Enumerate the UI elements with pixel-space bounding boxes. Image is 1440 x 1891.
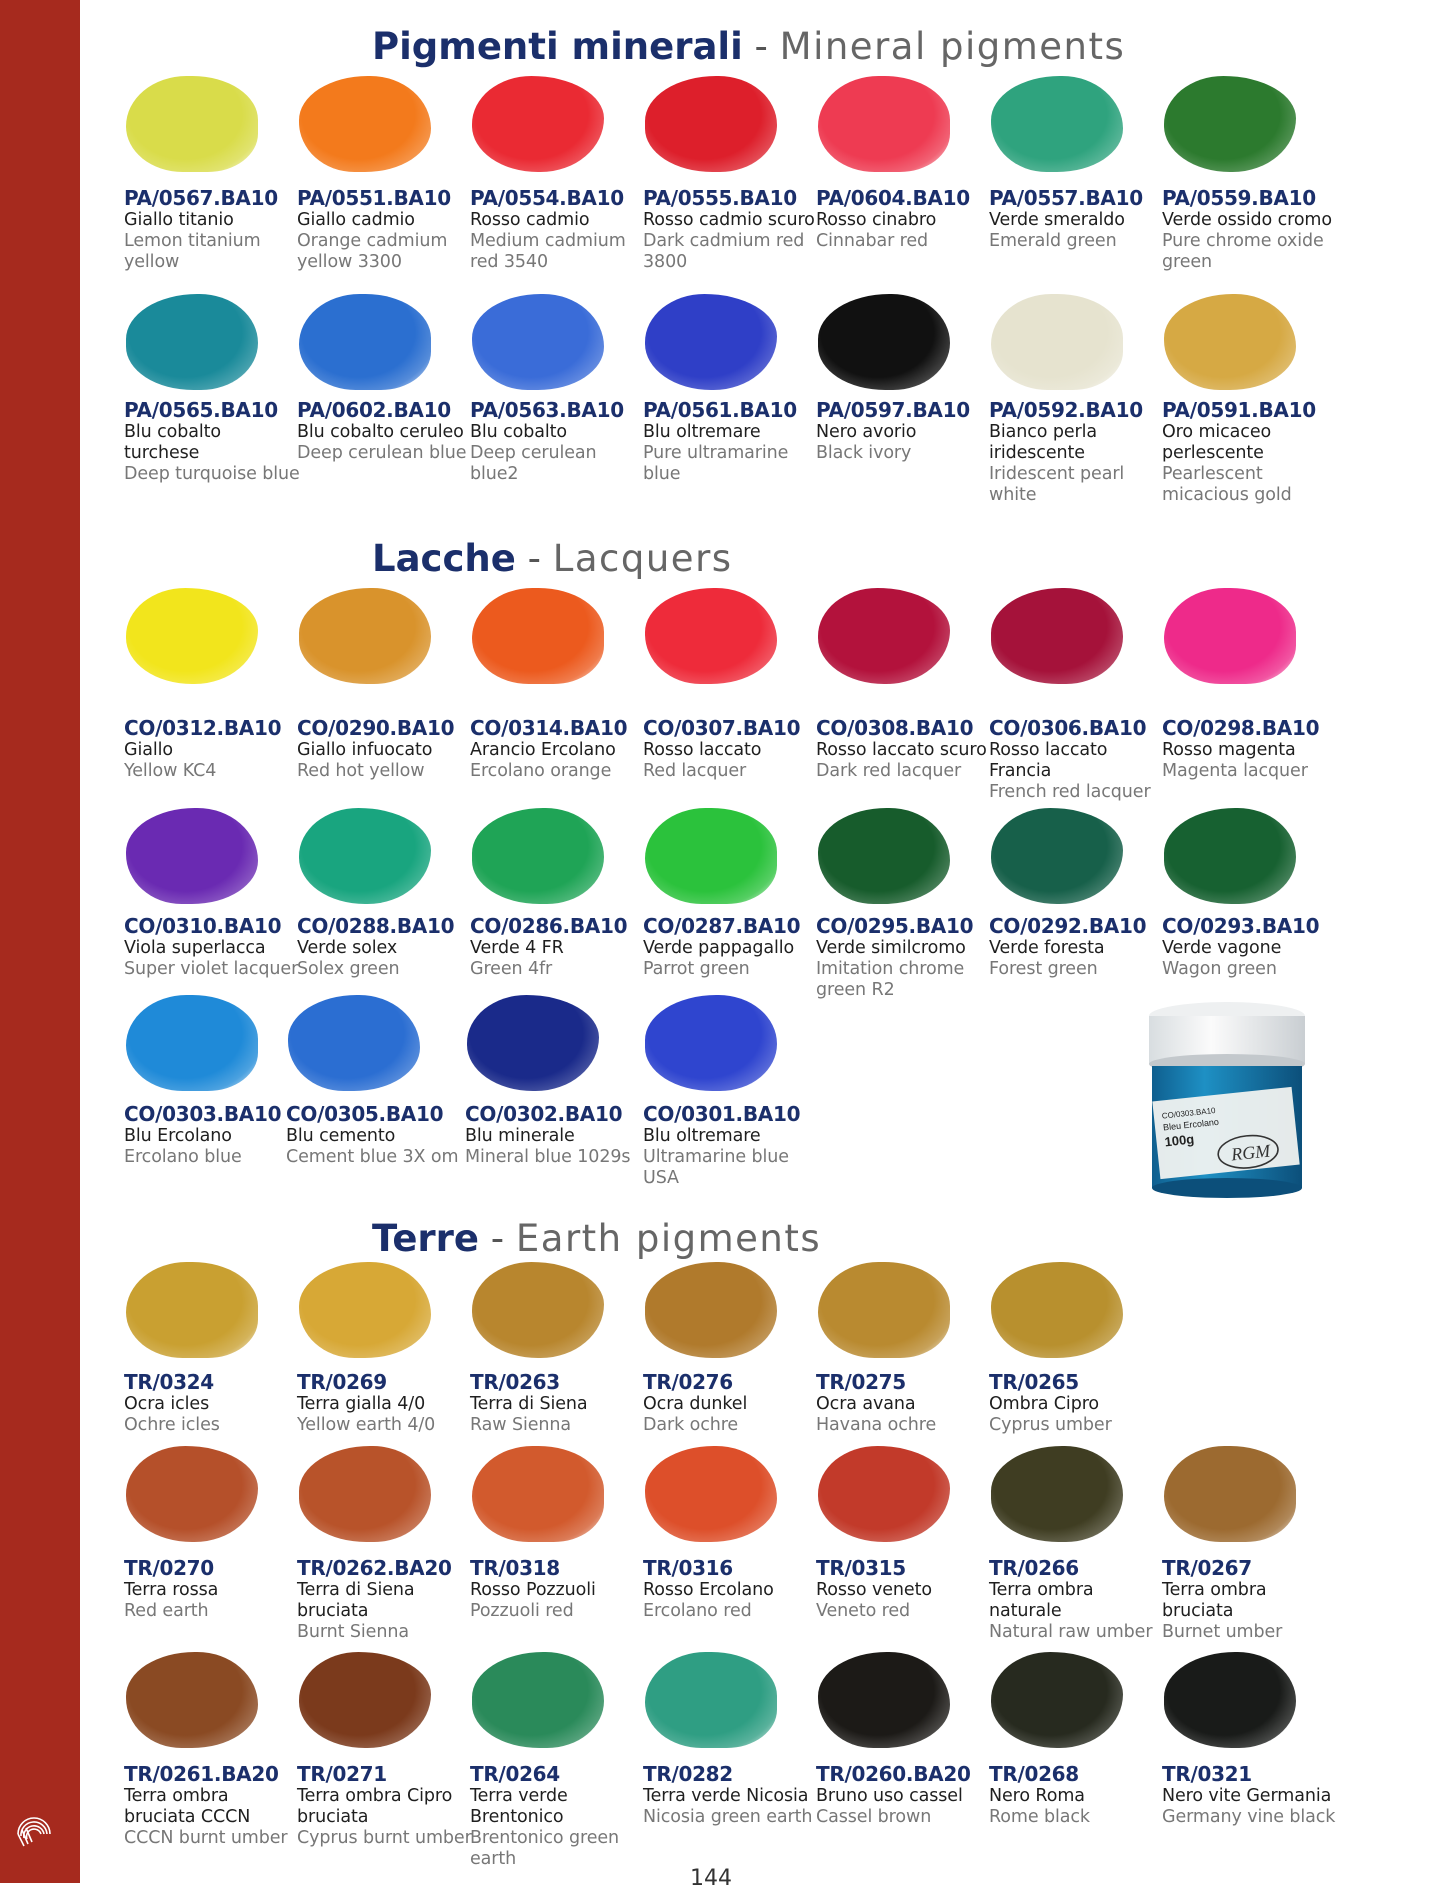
pigment-swatch <box>645 1446 777 1542</box>
product-names <box>816 422 992 464</box>
pigment-swatch <box>299 1652 431 1748</box>
product-names <box>989 1786 1165 1828</box>
italian-name: Blu oltremare <box>643 1126 761 1146</box>
product-names <box>465 1126 641 1168</box>
pigment-swatch <box>818 1652 950 1748</box>
product-code: PA/0597.BA10 <box>816 398 970 422</box>
italian-name: Bianco perla iridescente <box>989 422 1098 463</box>
english-name: Rome black <box>989 1807 1090 1827</box>
product-code: TR/0265 <box>989 1370 1079 1394</box>
product-code: CO/0293.BA10 <box>1162 914 1320 938</box>
product-names <box>124 210 300 273</box>
italian-name: Rosso Ercolano <box>643 1580 774 1600</box>
product-names <box>297 740 473 782</box>
english-name: Emerald green <box>989 231 1117 251</box>
product-code: PA/0554.BA10 <box>470 186 624 210</box>
product-names <box>297 1580 473 1643</box>
italian-name: Ocra icles <box>124 1394 210 1414</box>
pigment-swatch <box>818 1262 950 1358</box>
italian-name: Arancio Ercolano <box>470 740 616 760</box>
pigment-swatch <box>645 1262 777 1358</box>
pigment-jar-image <box>1142 994 1312 1204</box>
english-name: Ercolano blue <box>124 1147 242 1167</box>
italian-name: Terra verde Brentonico <box>470 1786 568 1827</box>
product-names <box>816 1580 992 1622</box>
italian-name: Terra di Siena bruciata <box>297 1580 415 1621</box>
product-code: CO/0312.BA10 <box>124 716 282 740</box>
italian-name: Rosso Pozzuoli <box>470 1580 596 1600</box>
product-code: PA/0555.BA10 <box>643 186 797 210</box>
product-code: PA/0559.BA10 <box>1162 186 1316 210</box>
product-names <box>297 1394 473 1436</box>
product-names <box>470 1580 646 1622</box>
product-code: TR/0269 <box>297 1370 387 1394</box>
product-names <box>124 422 300 485</box>
pigment-swatch <box>818 808 950 904</box>
italian-name: Terra ombra bruciata <box>1162 1580 1267 1621</box>
product-names <box>643 1786 819 1828</box>
product-code: PA/0604.BA10 <box>816 186 970 210</box>
product-code: TR/0266 <box>989 1556 1079 1580</box>
pigment-swatch <box>991 1262 1123 1358</box>
product-names <box>297 938 473 980</box>
product-names <box>297 1786 473 1849</box>
italian-name: Bruno uso cassel <box>816 1786 963 1806</box>
italian-name: Blu cobalto ceruleo <box>297 422 464 442</box>
product-code: CO/0287.BA10 <box>643 914 801 938</box>
product-names <box>989 1580 1165 1643</box>
product-names <box>470 938 646 980</box>
italian-name: Rosso cadmio <box>470 210 590 230</box>
product-code: PA/0591.BA10 <box>1162 398 1316 422</box>
product-names <box>816 210 992 252</box>
product-names <box>989 210 1165 252</box>
english-name: Ochre icles <box>124 1415 220 1435</box>
english-name: Pearlescent micacious gold <box>1162 464 1292 505</box>
product-code: CO/0308.BA10 <box>816 716 974 740</box>
english-name: Lemon titanium yellow <box>124 231 261 272</box>
english-name: Pozzuoli red <box>470 1601 574 1621</box>
product-code: CO/0314.BA10 <box>470 716 628 740</box>
product-names <box>1162 210 1338 273</box>
english-name: Cinnabar red <box>816 231 929 251</box>
english-name: Black ivory <box>816 443 912 463</box>
italian-name: Verde similcromo <box>816 938 966 958</box>
english-name: Ultramarine blue USA <box>643 1147 789 1188</box>
english-name: Yellow earth 4/0 <box>297 1415 436 1435</box>
product-code: CO/0306.BA10 <box>989 716 1147 740</box>
pigment-swatch <box>126 995 258 1091</box>
product-names <box>470 210 646 273</box>
italian-name: Giallo <box>124 740 173 760</box>
italian-name: Giallo cadmio <box>297 210 415 230</box>
pigment-swatch <box>288 995 420 1091</box>
italian-name: Verde foresta <box>989 938 1105 958</box>
english-name: Burnt Sienna <box>297 1622 409 1642</box>
product-names <box>643 938 819 980</box>
jar-label-weight: 100g <box>1163 1131 1195 1150</box>
italian-name: Ocra avana <box>816 1394 916 1414</box>
italian-name: Giallo titanio <box>124 210 234 230</box>
english-name: CCCN burnt umber <box>124 1828 288 1848</box>
section-title-minerals: Pigmenti minerali - Mineral pigments <box>372 25 1126 68</box>
italian-name: Terra verde Nicosia <box>643 1786 809 1806</box>
product-names <box>816 1394 992 1436</box>
italian-name: Blu cobalto turchese <box>124 422 222 463</box>
english-name: Dark red lacquer <box>816 761 962 781</box>
product-names <box>816 740 992 782</box>
pigment-swatch <box>645 995 777 1091</box>
italian-name: Ombra Cipro <box>989 1394 1100 1414</box>
english-name: Cement blue 3X om <box>286 1147 459 1167</box>
product-code: TR/0276 <box>643 1370 733 1394</box>
pigment-swatch <box>1164 1446 1296 1542</box>
product-code: CO/0302.BA10 <box>465 1102 623 1126</box>
pigment-swatch <box>818 1446 950 1542</box>
product-names <box>816 1786 992 1828</box>
english-name: Solex green <box>297 959 400 979</box>
product-names <box>470 1394 646 1436</box>
product-names <box>1162 422 1338 506</box>
english-name: Imitation chrome green R2 <box>816 959 965 1000</box>
english-name: Ercolano orange <box>470 761 612 781</box>
italian-name: Blu minerale <box>465 1126 575 1146</box>
product-code: CO/0295.BA10 <box>816 914 974 938</box>
italian-name: Nero vite Germania <box>1162 1786 1332 1806</box>
pigment-swatch <box>645 808 777 904</box>
product-code: CO/0301.BA10 <box>643 1102 801 1126</box>
product-code: TR/0264 <box>470 1762 560 1786</box>
pigment-swatch <box>645 294 777 390</box>
product-code: CO/0288.BA10 <box>297 914 455 938</box>
pigment-swatch <box>467 995 599 1091</box>
italian-name: Rosso cinabro <box>816 210 937 230</box>
pigment-swatch <box>991 588 1123 684</box>
product-code: TR/0268 <box>989 1762 1079 1786</box>
product-names <box>989 740 1165 803</box>
product-names <box>643 210 819 273</box>
english-name: Red lacquer <box>643 761 747 781</box>
english-name: Natural raw umber <box>989 1622 1153 1642</box>
italian-name: Terra ombra naturale <box>989 1580 1094 1621</box>
product-code: TR/0267 <box>1162 1556 1252 1580</box>
pigment-swatch <box>818 294 950 390</box>
pigment-swatch <box>126 1652 258 1748</box>
product-code: PA/0557.BA10 <box>989 186 1143 210</box>
section-title-lacquers: Lacche - Lacquers <box>372 537 733 580</box>
product-names <box>989 1394 1165 1436</box>
english-name: Ercolano red <box>643 1601 752 1621</box>
product-names <box>124 740 300 782</box>
product-code: CO/0292.BA10 <box>989 914 1147 938</box>
pigment-swatch <box>299 1446 431 1542</box>
italian-name: Verde smeraldo <box>989 210 1125 230</box>
product-names <box>643 1394 819 1436</box>
pigment-swatch <box>126 294 258 390</box>
italian-name: Rosso magenta <box>1162 740 1296 760</box>
product-code: TR/0282 <box>643 1762 733 1786</box>
pigment-swatch <box>126 1262 258 1358</box>
product-code: TR/0260.BA20 <box>816 1762 971 1786</box>
product-code: CO/0307.BA10 <box>643 716 801 740</box>
english-name: Pure ultramarine blue <box>643 443 789 484</box>
pigment-swatch <box>991 808 1123 904</box>
product-code: CO/0303.BA10 <box>124 1102 282 1126</box>
italian-name: Verde 4 FR <box>470 938 564 958</box>
english-name: Green 4fr <box>470 959 553 979</box>
product-code: PA/0563.BA10 <box>470 398 624 422</box>
english-name: Dark cadmium red 3800 <box>643 231 805 272</box>
product-code: TR/0316 <box>643 1556 733 1580</box>
product-code: TR/0263 <box>470 1370 560 1394</box>
product-names <box>470 1786 646 1870</box>
english-name: Deep turquoise blue <box>124 464 300 484</box>
pigment-swatch <box>472 294 604 390</box>
pigment-swatch <box>818 76 950 172</box>
italian-name: Verde ossido cromo <box>1162 210 1332 230</box>
pigment-swatch <box>645 588 777 684</box>
italian-name: Verde solex <box>297 938 398 958</box>
italian-name: Rosso cadmio scuro <box>643 210 815 230</box>
italian-name: Nero Roma <box>989 1786 1085 1806</box>
pigment-swatch <box>991 76 1123 172</box>
english-name: Havana ochre <box>816 1415 937 1435</box>
italian-name: Giallo infuocato <box>297 740 433 760</box>
italian-name: Terra gialla 4/0 <box>297 1394 426 1414</box>
product-names <box>643 1126 819 1189</box>
pigment-swatch <box>1164 1652 1296 1748</box>
italian-name: Oro micaceo perlescente <box>1162 422 1272 463</box>
italian-name: Terra rossa <box>124 1580 219 1600</box>
english-name: Germany vine black <box>1162 1807 1336 1827</box>
product-names <box>124 1126 300 1168</box>
pigment-swatch <box>472 588 604 684</box>
product-code: PA/0565.BA10 <box>124 398 278 422</box>
english-name: Mineral blue 1029s <box>465 1147 631 1167</box>
english-name: Deep cerulean blue <box>297 443 467 463</box>
product-names <box>297 422 473 464</box>
product-names <box>124 938 300 980</box>
english-name: Medium cadmium red 3540 <box>470 231 626 272</box>
english-name: Veneto red <box>816 1601 911 1621</box>
english-name: Dark ochre <box>643 1415 739 1435</box>
section-title-earths: Terre - Earth pigments <box>372 1217 822 1260</box>
pigment-swatch <box>991 294 1123 390</box>
italian-name: Rosso laccato Francia <box>989 740 1108 781</box>
english-name: Red hot yellow <box>297 761 425 781</box>
product-code: CO/0290.BA10 <box>297 716 455 740</box>
product-code: PA/0592.BA10 <box>989 398 1143 422</box>
product-code: CO/0305.BA10 <box>286 1102 444 1126</box>
english-name: Deep cerulean blue2 <box>470 443 597 484</box>
italian-name: Verde vagone <box>1162 938 1282 958</box>
red-sidebar <box>0 0 80 1883</box>
product-code: TR/0271 <box>297 1762 387 1786</box>
product-code: TR/0262.BA20 <box>297 1556 452 1580</box>
product-code: TR/0321 <box>1162 1762 1252 1786</box>
pigment-swatch <box>818 588 950 684</box>
english-name: Nicosia green earth <box>643 1807 813 1827</box>
italian-name: Rosso laccato <box>643 740 762 760</box>
product-names <box>1162 1580 1338 1643</box>
pigment-swatch <box>299 1262 431 1358</box>
pigment-swatch <box>126 1446 258 1542</box>
english-name: Forest green <box>989 959 1098 979</box>
product-code: TR/0275 <box>816 1370 906 1394</box>
product-names <box>470 422 646 485</box>
product-code: PA/0602.BA10 <box>297 398 451 422</box>
english-name: Parrot green <box>643 959 750 979</box>
italian-name: Nero avorio <box>816 422 917 442</box>
english-name: Brentonico green earth <box>470 1828 620 1869</box>
english-name: French red lacquer <box>989 782 1151 802</box>
swirl-logo-icon <box>14 1814 54 1854</box>
pigment-swatch <box>472 76 604 172</box>
pigment-swatch <box>472 1262 604 1358</box>
pigment-swatch <box>126 76 258 172</box>
jar-brand-logo: RGM <box>1230 1140 1272 1165</box>
english-name: Raw Sienna <box>470 1415 572 1435</box>
italian-name: Viola superlacca <box>124 938 266 958</box>
pigment-swatch <box>1164 808 1296 904</box>
english-name: Yellow KC4 <box>124 761 217 781</box>
product-names <box>297 210 473 273</box>
italian-name: Terra di Siena <box>470 1394 588 1414</box>
italian-name: Blu oltremare <box>643 422 761 442</box>
english-name: Orange cadmium yellow 3300 <box>297 231 448 272</box>
italian-name: Rosso veneto <box>816 1580 932 1600</box>
product-code: TR/0315 <box>816 1556 906 1580</box>
product-names <box>124 1786 300 1849</box>
jar-label-name: Bleu Ercolano <box>1162 1116 1220 1133</box>
pigment-swatch <box>299 76 431 172</box>
english-name: Pure chrome oxide green <box>1162 231 1324 272</box>
product-names <box>286 1126 462 1168</box>
product-names <box>643 422 819 485</box>
product-code: PA/0567.BA10 <box>124 186 278 210</box>
pigment-swatch <box>1164 294 1296 390</box>
product-code: CO/0286.BA10 <box>470 914 628 938</box>
italian-name: Ocra dunkel <box>643 1394 748 1414</box>
product-names <box>816 938 992 1001</box>
english-name: Magenta lacquer <box>1162 761 1308 781</box>
pigment-swatch <box>645 1652 777 1748</box>
english-name: Cyprus burnt umber <box>297 1828 472 1848</box>
product-names <box>124 1580 300 1622</box>
english-name: Cyprus umber <box>989 1415 1112 1435</box>
pigment-swatch <box>299 808 431 904</box>
italian-name: Verde pappagallo <box>643 938 795 958</box>
product-names <box>643 1580 819 1622</box>
product-code: TR/0270 <box>124 1556 214 1580</box>
product-names <box>989 422 1165 506</box>
pigment-swatch <box>991 1446 1123 1542</box>
product-code: TR/0318 <box>470 1556 560 1580</box>
pigment-swatch <box>472 1652 604 1748</box>
product-code: PA/0551.BA10 <box>297 186 451 210</box>
product-names <box>1162 938 1338 980</box>
product-code: TR/0324 <box>124 1370 214 1394</box>
pigment-swatch <box>1164 588 1296 684</box>
product-names <box>643 740 819 782</box>
product-names <box>124 1394 300 1436</box>
pigment-swatch <box>991 1652 1123 1748</box>
pigment-swatch <box>299 588 431 684</box>
product-code: CO/0298.BA10 <box>1162 716 1320 740</box>
italian-name: Rosso laccato scuro <box>816 740 987 760</box>
english-name: Super violet lacquer <box>124 959 299 979</box>
italian-name: Blu cemento <box>286 1126 396 1146</box>
product-names <box>989 938 1165 980</box>
pigment-swatch <box>1164 76 1296 172</box>
product-names <box>1162 1786 1338 1828</box>
italian-name: Terra ombra Cipro bruciata <box>297 1786 453 1827</box>
pigment-swatch <box>645 76 777 172</box>
pigment-swatch <box>126 808 258 904</box>
english-name: Cassel brown <box>816 1807 932 1827</box>
product-names <box>1162 740 1338 782</box>
pigment-swatch <box>299 294 431 390</box>
italian-name: Blu Ercolano <box>124 1126 232 1146</box>
page-number: 144 <box>690 1866 732 1891</box>
pigment-swatch <box>472 808 604 904</box>
jar-label-code: CO/0303.BA10 <box>1161 1106 1216 1121</box>
product-names <box>470 740 646 782</box>
english-name: Iridescent pearl white <box>989 464 1125 505</box>
italian-name: Terra ombra bruciata CCCN <box>124 1786 251 1827</box>
product-code: CO/0310.BA10 <box>124 914 282 938</box>
pigment-swatch <box>126 588 258 684</box>
english-name: Burnet umber <box>1162 1622 1283 1642</box>
italian-name: Blu cobalto <box>470 422 568 442</box>
product-code: TR/0261.BA20 <box>124 1762 279 1786</box>
product-code: PA/0561.BA10 <box>643 398 797 422</box>
english-name: Wagon green <box>1162 959 1277 979</box>
english-name: Red earth <box>124 1601 209 1621</box>
pigment-swatch <box>472 1446 604 1542</box>
